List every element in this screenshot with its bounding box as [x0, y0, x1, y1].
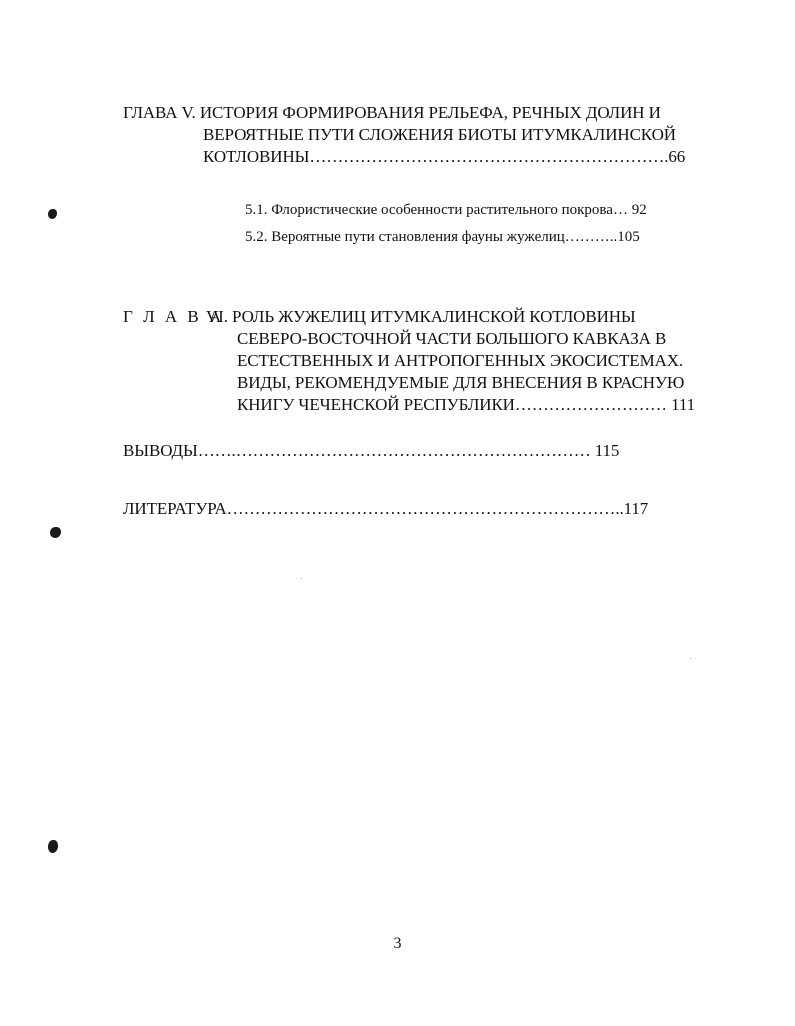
scan-blot-bottom — [48, 840, 58, 853]
section-5-1-entry: 5.1. Флористические особенности растительного покрова… 92 — [245, 202, 647, 218]
chapter-6-title-line-1: VI. РОЛЬ ЖУЖЕЛИЦ ИТУМКАЛИНСКОЙ КОТЛОВИНЫ — [206, 307, 636, 326]
page-number: 3 — [393, 935, 402, 952]
chapter-6-title-line-5: КНИГУ ЧЕЧЕНСКОЙ РЕСПУБЛИКИ……………………… 111 — [237, 395, 696, 414]
chapter-6-label: Г Л А В А — [123, 307, 225, 326]
scan-speck — [690, 658, 691, 659]
chapter-6-title-line-2: СЕВЕРО-ВОСТОЧНОЙ ЧАСТИ БОЛЬШОГО КАВКАЗА В — [237, 329, 667, 348]
chapter-5-title-line-1: ГЛАВА V. ИСТОРИЯ ФОРМИРОВАНИЯ РЕЛЬЕФА, РЕЧНЫХ ДОЛИН И — [123, 103, 661, 122]
literature-entry: ЛИТЕРАТУРА……………………………………………………………..117 — [123, 499, 649, 518]
section-5-2-entry: 5.2. Вероятные пути становления фауны жужелиц………..105 — [245, 229, 640, 245]
chapter-6-title-line-3: ЕСТЕСТВЕННЫХ И АНТРОПОГЕННЫХ ЭКОСИСТЕМАХ. — [237, 351, 684, 370]
chapter-6-title-line-4: ВИДЫ, РЕКОМЕНДУЕМЫЕ ДЛЯ ВНЕСЕНИЯ В КРАСНУЮ — [237, 373, 685, 392]
conclusions-entry: ВЫВОДЫ…….……………………………………………………… 115 — [123, 441, 620, 460]
chapter-5-title-line-3: КОТЛОВИНЫ……………………………………………………….66 — [203, 147, 686, 166]
scan-blot-middle — [50, 527, 61, 538]
scan-speck — [301, 578, 302, 579]
chapter-5-title-line-2: ВЕРОЯТНЫЕ ПУТИ СЛОЖЕНИЯ БИОТЫ ИТУМКАЛИНСКОЙ — [203, 125, 676, 144]
scan-blot-top — [48, 209, 57, 219]
